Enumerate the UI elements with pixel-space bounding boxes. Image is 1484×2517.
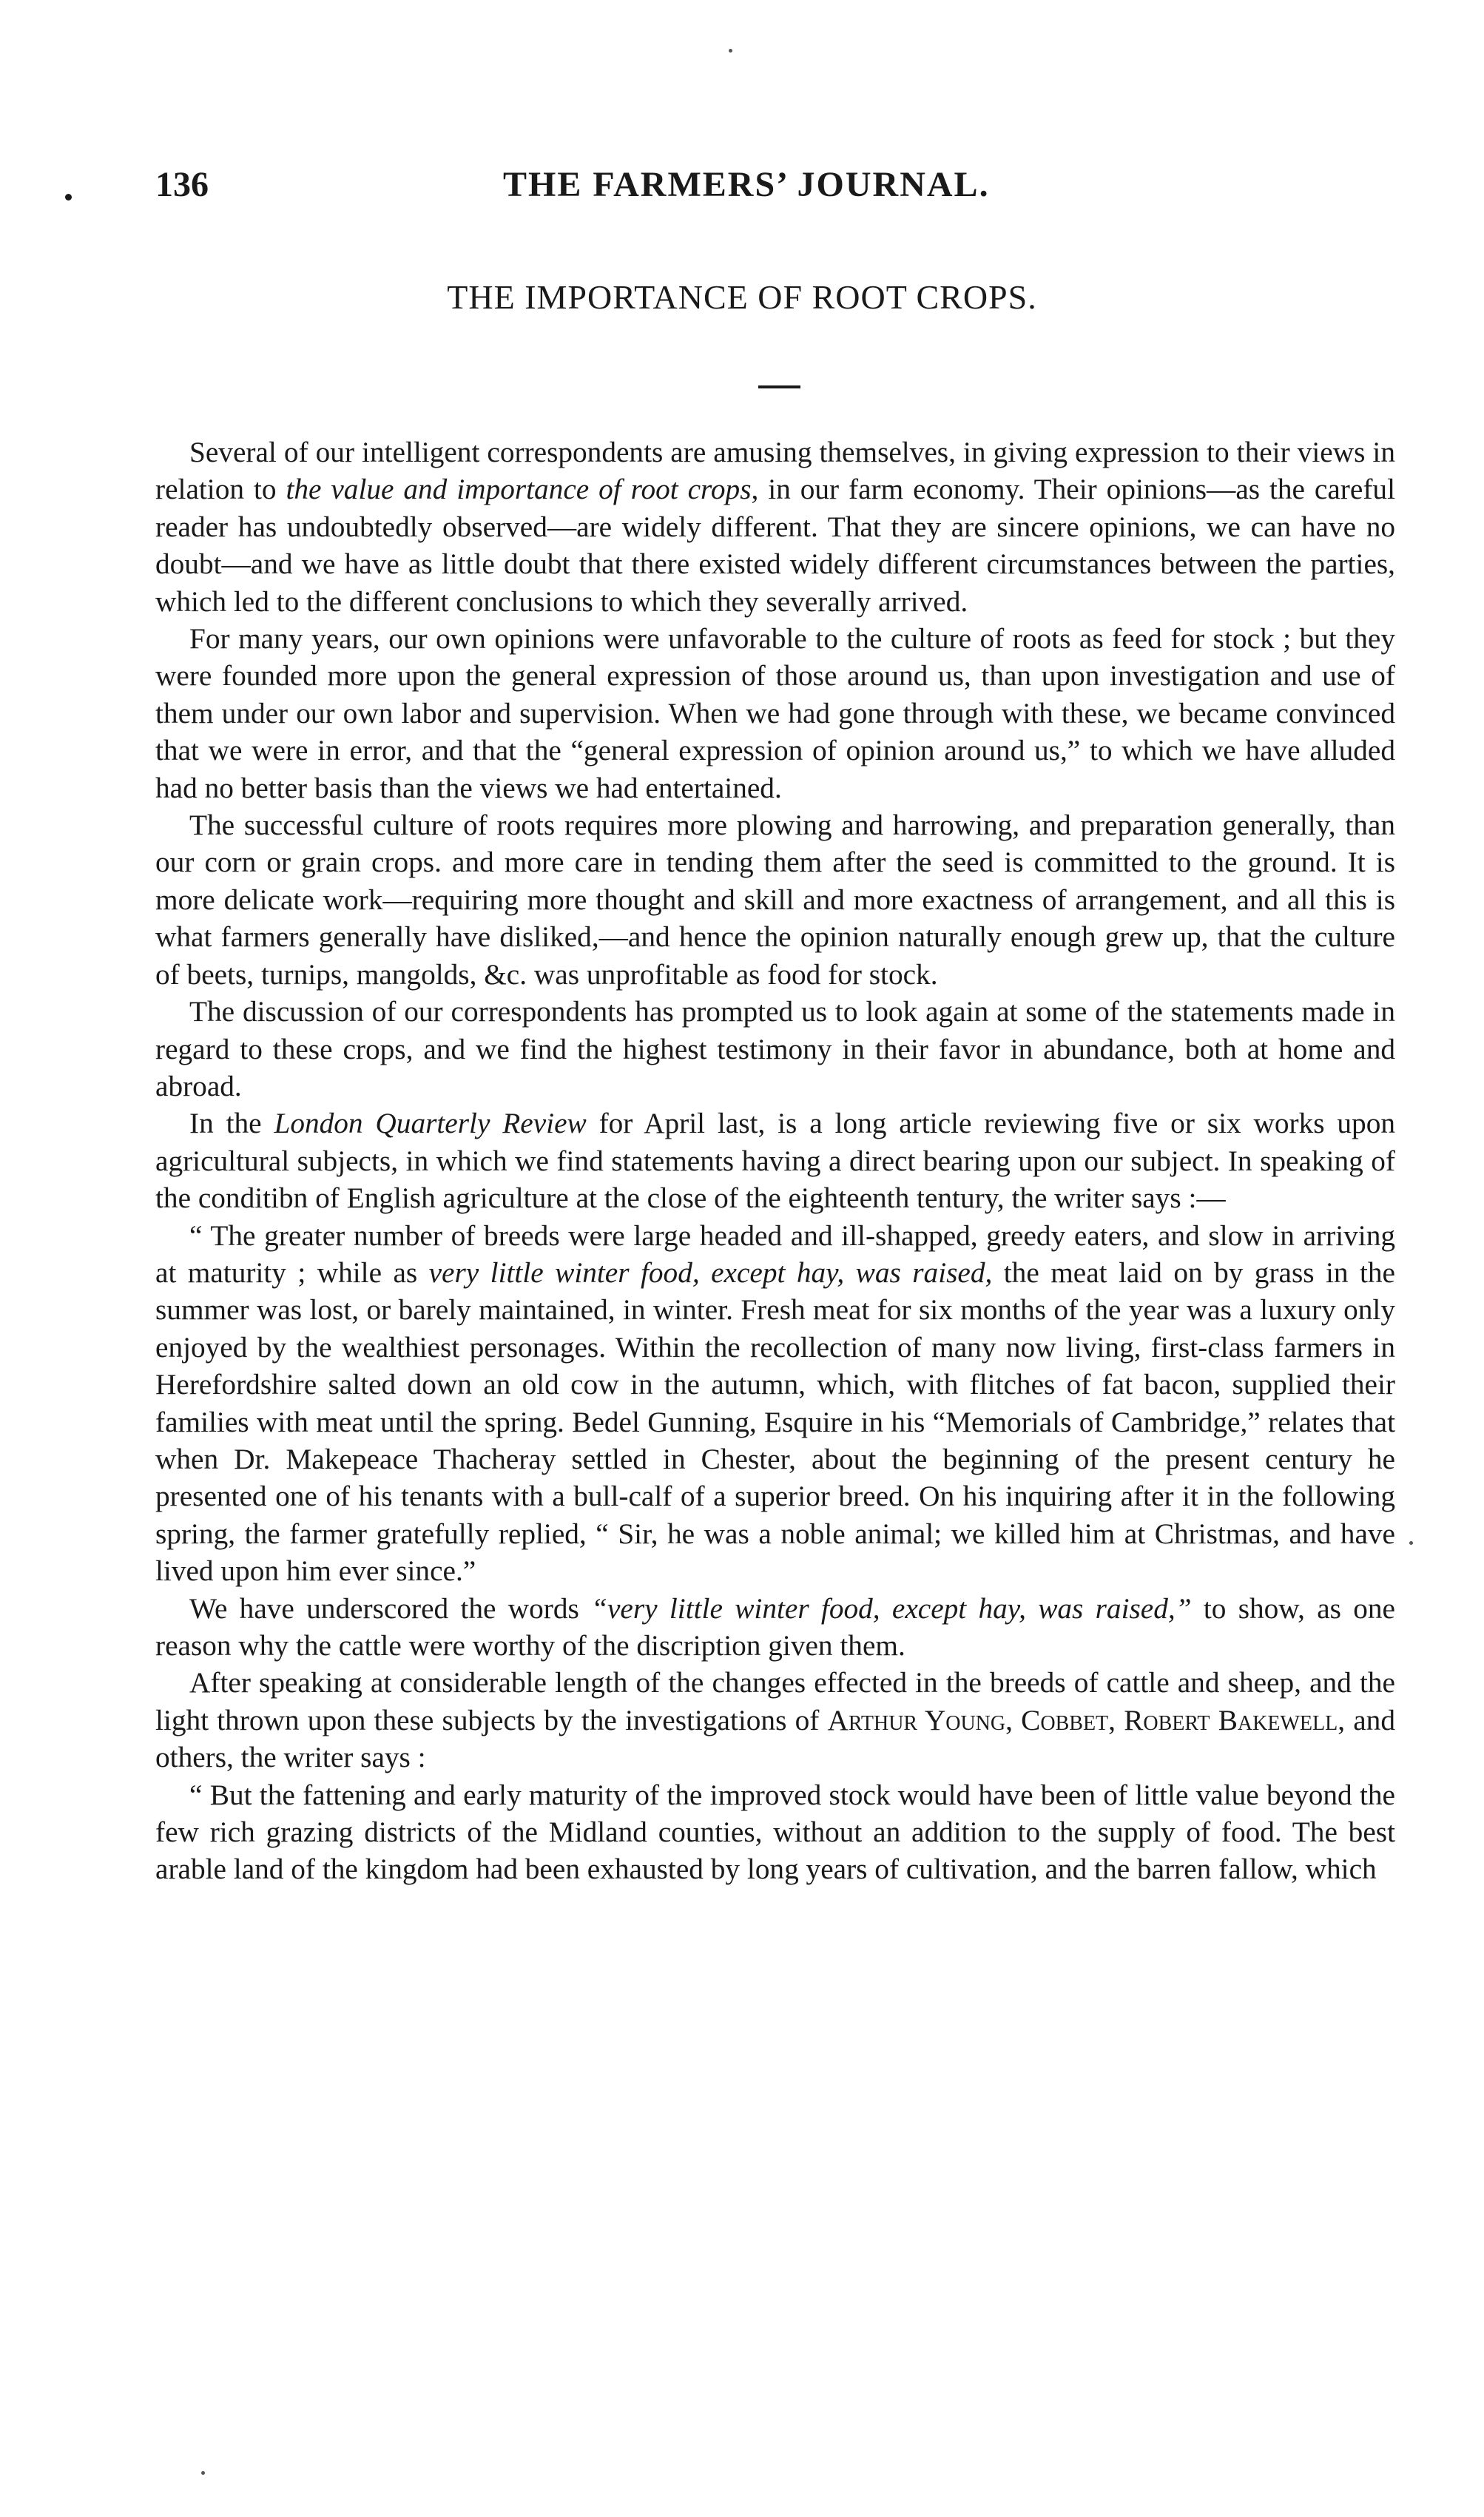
article-body bbox=[155, 434, 1395, 1888]
paragraph-1 bbox=[155, 434, 1395, 620]
paper-speck bbox=[201, 2471, 205, 2475]
quotation-1-text-a: “ The greater number of breeds were large headed and ill-shapped, greedy eaters, and slow in arriving at maturity ; while as bbox=[155, 1219, 1395, 1289]
paragraph-7 bbox=[155, 1664, 1395, 1776]
paragraph-5-text-c: for April last, is a long article reviewing five or six works upon agricultural subjects, in which we find statements having a direct bearing upon our subject. In speaking of the conditibn of English agriculture at the close of the eighteenth tentury, the writer says :— bbox=[155, 1107, 1395, 1215]
article-title: THE IMPORTANCE OF ROOT CROPS. bbox=[447, 278, 1037, 316]
name-robert-bakewell: Robert Bakewell bbox=[1124, 1703, 1338, 1736]
paper-speck bbox=[729, 49, 732, 53]
page-number: 136 bbox=[155, 165, 209, 204]
paragraph-5-text-a: In the bbox=[189, 1107, 274, 1140]
name-arthur-young: Arthur Young bbox=[827, 1703, 1006, 1736]
paragraph-6-text-c: to show, as one reason why the cattle were worthy of the discription given them. bbox=[155, 1591, 1395, 1662]
paragraph-7-text-g: , and others, the writer says : bbox=[155, 1703, 1395, 1774]
paragraph-1-emphasis: the value and importance of root crops bbox=[286, 473, 752, 506]
paragraph-5 bbox=[155, 1105, 1395, 1216]
paragraph-7-separator-2: , bbox=[1108, 1703, 1124, 1736]
paragraph-2: For many years, our own opinions were unfavorable to the culture of roots as feed for stock ; but they were founded more upon the general expression of those around us, than upon investigation and use of them under our own labor and supervision. When we had gone through with these, we became convinced that we were in error, and that the “general expression of opinion around us,” to which we have alluded had no better basis than the views we had entertained. bbox=[155, 622, 1395, 804]
running-title: THE FARMERS’ JOURNAL. bbox=[503, 165, 990, 204]
paragraph-6-text-a: We have underscored the words bbox=[189, 1591, 592, 1625]
paragraph-6-emphasis: “very little winter food, except hay, was raised,” bbox=[591, 1591, 1192, 1625]
margin-dot bbox=[65, 194, 72, 201]
paragraph-1-text-a: Several of our intelligent correspondents are amusing themselves, in giving expression to their views in relation to bbox=[155, 436, 1395, 506]
quotation-2: “ But the fattening and early maturity of the improved stock would have been of little value beyond the few rich grazing districts of the Midland counties, without an addition to the supply of food. The best arable land of the kingdom had been exhausted by long years of cultivation, and the barren fallow, which bbox=[155, 1778, 1395, 1886]
paragraph-7-separator-1: , bbox=[1005, 1703, 1022, 1736]
paragraph-6 bbox=[155, 1590, 1395, 1665]
quotation-1 bbox=[155, 1217, 1395, 1590]
paragraph-4: The discussion of our correspondents has prompted us to look again at some of the statements made in regard to these crops, and we find the highest testimony in their favor in abundance, both at home and abroad. bbox=[155, 995, 1395, 1102]
paragraph-7-text-a: After speaking at considerable length of the changes effected in the breeds of cattle and sheep, and the light thrown upon these subjects by the investigations of bbox=[155, 1666, 1395, 1736]
paragraph-1-text-c: , in our farm economy. Their opinions—as the careful reader has undoubtedly observed—are widely different. That they are sincere opinions, we can have no doubt—and we have as little doubt that there existed widely different circumstances between the parties, which led to the different conclusions to which they severally arrived. bbox=[155, 473, 1395, 618]
quotation-1-emphasis: very little winter food, except hay, was raised, bbox=[428, 1256, 993, 1289]
name-cobbet: Cobbet bbox=[1021, 1703, 1109, 1736]
page-header bbox=[155, 164, 1398, 223]
paper-speck bbox=[1409, 1541, 1413, 1545]
quotation-1-text-c: the meat laid on by grass in the summer was lost, or barely maintained, in winter. Fresh meat for six months of the year was a luxury only enjoyed by the wealthiest personages. Within the recollection of many now living, first-class farmers in Herefordshire salted down an old cow in the autumn, which, with flitches of fat bacon, supplied their families with meat until the spring. Bedel Gunning, Esquire in his “Memorials of Cambridge,” relates that when Dr. Makepeace Thacheray settled in Chester, about the beginning of the present century he presented one of his tenants with a bull-calf of a superior breed. On his inquiring after it in the following spring, the farmer gratefully replied, “ Sir, he was a noble animal; we killed him at Christmas, and have lived upon him ever since.” bbox=[155, 1256, 1395, 1588]
paragraph-3: The successful culture of roots requires more plowing and harrowing, and preparation generally, than our corn or grain crops. and more care in tending them after the seed is committed to the ground. It is more delicate work—requiring more thought and skill and more exactness of arrangement, and all this is what farmers generally have disliked,—and hence the opinion naturally enough grew up, that the culture of beets, turnips, mangolds, &c. was unprofitable as food for stock. bbox=[155, 809, 1395, 991]
review-title: London Quarterly Review bbox=[274, 1107, 587, 1140]
title-rule bbox=[758, 385, 800, 388]
